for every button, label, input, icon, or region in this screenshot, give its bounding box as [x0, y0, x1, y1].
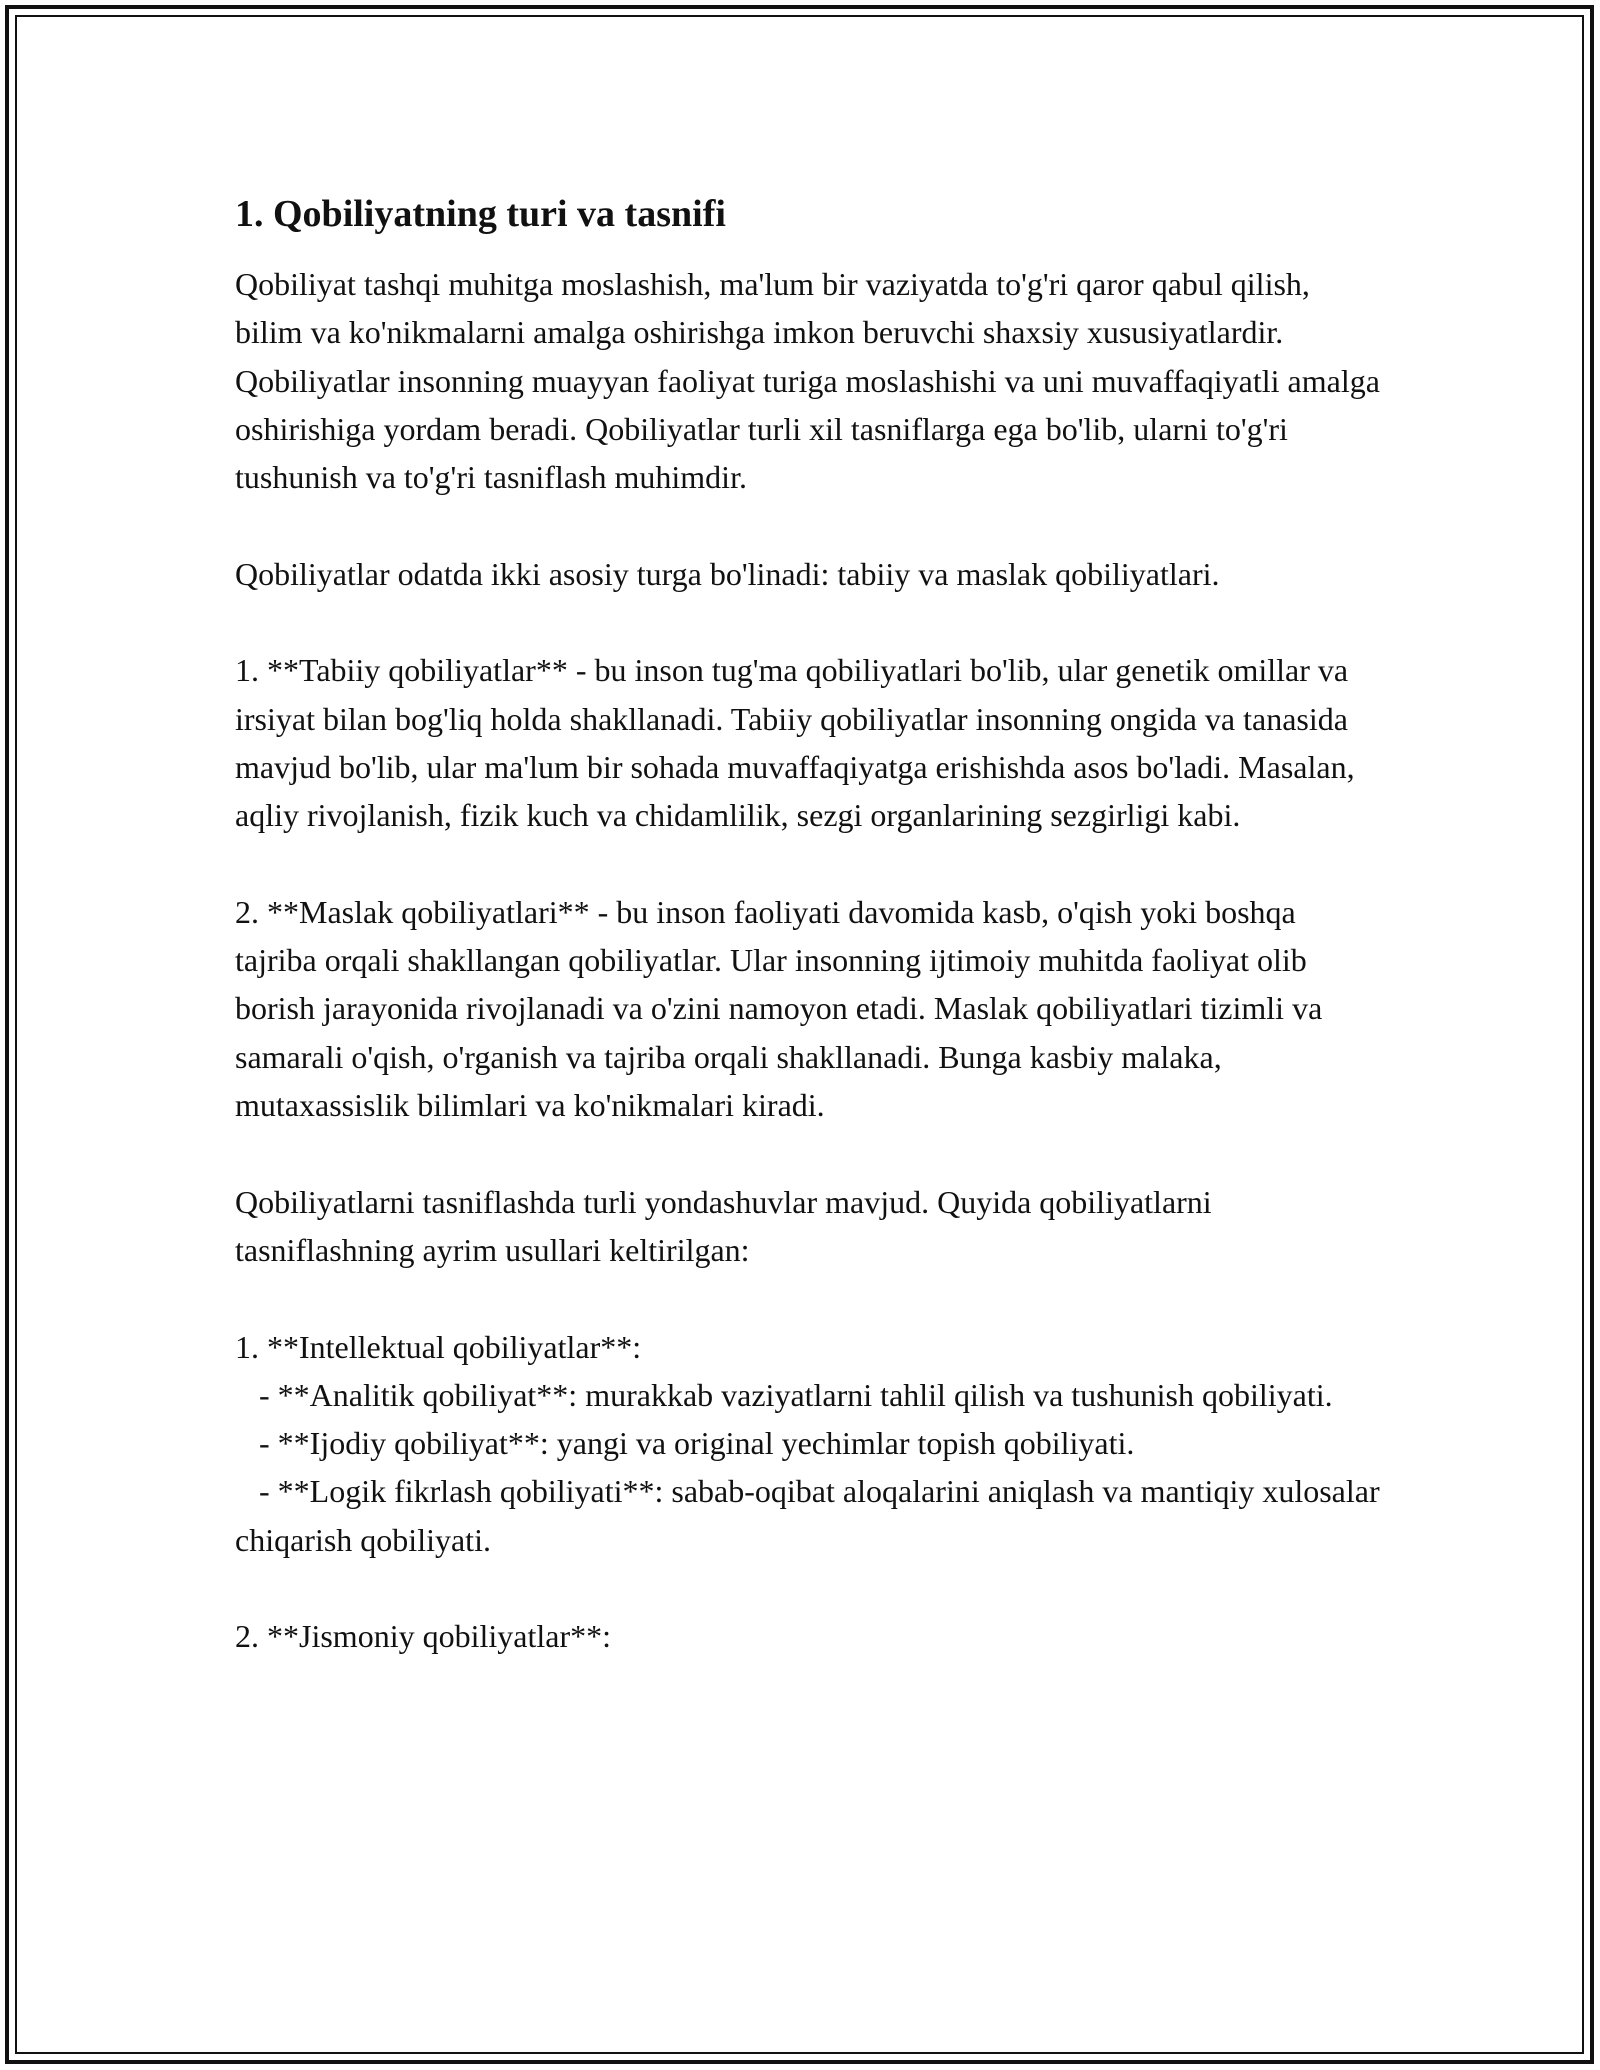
- paragraph-gap: [235, 1274, 1385, 1322]
- paragraph-professional-abilities: 2. **Maslak qobiliyatlari** - bu inson faoliyati davomida kasb, o'qish yoki boshqa tajriba orqali shakllangan qobiliyatlar. Ular insonning ijtimoiy muhitda faoliyat olib borish jarayonida rivojlanadi va o'zini namoyon etadi. Maslak qobiliyatlari tizimli va samarali o'qish, o'rganish va tajriba orqali shakllanadi. Bunga kasbiy malaka, mutaxassislik bilimlari va ko'nikmalari kiradi.: [235, 893, 1331, 1124]
- paragraph-physical-list: 2. **Jismoniy qobiliyatlar**:: [235, 1618, 611, 1655]
- paragraph-gap: [235, 840, 1385, 888]
- paragraph-classification: Qobiliyatlarni tasniflashda turli yondashuvlar mavjud. Quyida qobiliyatlarni tasniflashning ayrim usullari keltirilgan:: [235, 1183, 1220, 1268]
- paragraph-gap: [235, 598, 1385, 646]
- paragraph-intellectual-list: 1. **Intellektual qobiliyatlar**: - **Analitik qobiliyat**: murakkab vaziyatlarni tahlil qilish va tushunish qobiliyati. - **Ijodiy qobiliyat**: yangi va original yechimlar topish qobiliyati. - **Logik fikrlash qobiliyati**: sabab-oqibat aloqalarini aniqlash va mantiqiy xulosalar chiqarish qobiliyati.: [235, 1328, 1380, 1558]
- paragraph-gap: [235, 1564, 1385, 1612]
- paragraph-natural-abilities: 1. **Tabiiy qobiliyatlar** - bu inson tug'ma qobiliyatlari bo'lib, ular genetik omillar va irsiyat bilan bog'liq holda shakllanadi. Tabiiy qobiliyatlar insonning ongida va tanasida mavjud bo'lib, ular ma'lum bir sohada muvaffaqiyatga erishishda asos bo'ladi. Masalan, aqliy rivojlanish, fizik kuch va chidamlilik, sezgi organlarining sezgirligi kabi.: [235, 652, 1363, 834]
- paragraph-gap: [235, 501, 1385, 549]
- paragraph-gap: [235, 1129, 1385, 1177]
- page-title: 1. Qobiliyatning turi va tasnifi: [235, 193, 726, 235]
- paragraph-types: Qobiliyatlar odatda ikki asosiy turga bo'linadi: tabiiy va maslak qobiliyatlari.: [235, 555, 1220, 592]
- document-body: [235, 190, 1388, 1661]
- paragraph-intro: Qobiliyat tashqi muhitga moslashish, ma'lum bir vaziyatda to'g'ri qaror qabul qilish, bilim va ko'nikmalarni amalga oshirishga imkon beruvchi shaxsiy xususiyatlardir. Qobiliyatlar insonning muayyan faoliyat turiga moslashishi va uni muvaffaqiyatli amalga oshirishiga yordam beradi. Qobiliyatlar turli xil tasniflarga ega bo'lib, ularni to'g'ri tushunish va to'g'ri tasniflash muhimdir.: [235, 266, 1388, 496]
